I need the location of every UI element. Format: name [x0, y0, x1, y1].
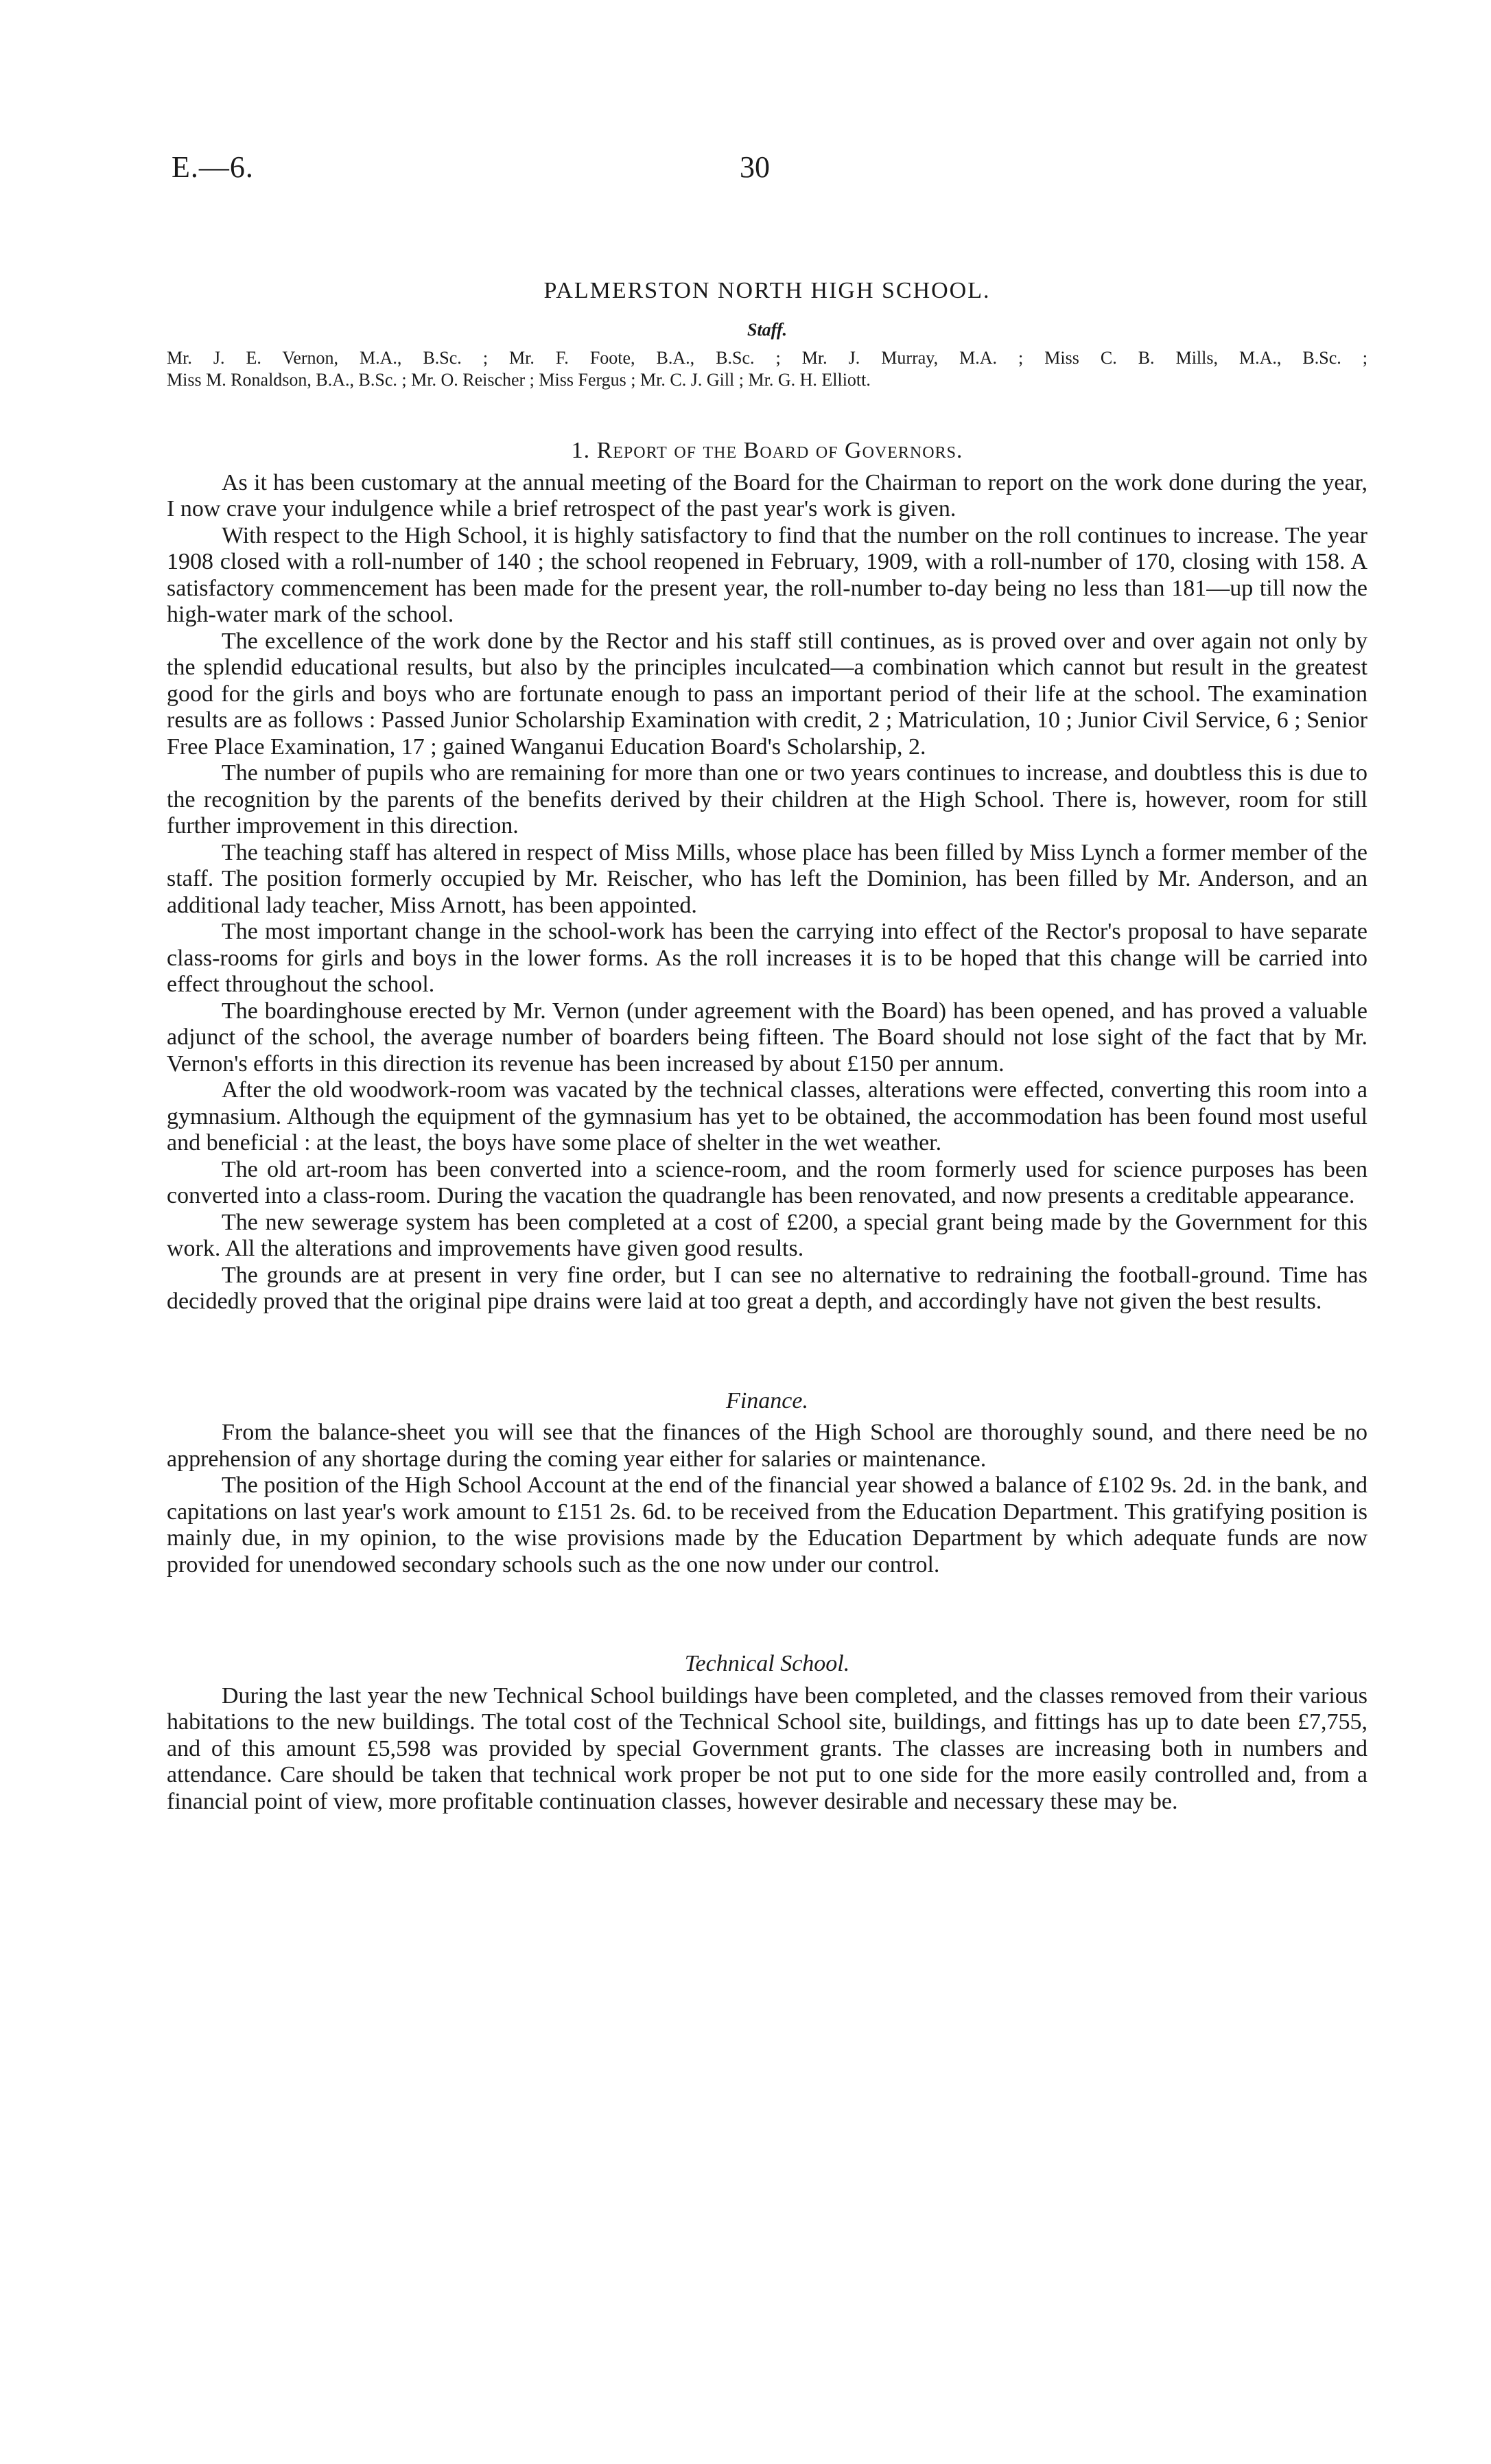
page-number: 30	[740, 150, 770, 184]
document-reference: E.—6.	[172, 150, 254, 184]
technical-school-heading: Technical School.	[684, 1651, 850, 1676]
page-title: PALMERSTON NORTH HIGH SCHOOL.	[543, 278, 991, 303]
staff-heading: Staff.	[747, 319, 788, 340]
report-paragraph: The grounds are at present in very fine order, but I can see no alternative to redraining the football-ground. Time has decidedly proved that the original pipe drains were laid at too great a depth, and accordingly have not given the best results.	[167, 1262, 1367, 1314]
report-paragraph: The number of pupils who are remaining for more than one or two years continues to increase, and doubtless this is due to the recognition by the parents of the benefits derived by their children at the High School. There is, however, room for still further improvement in this direction.	[167, 760, 1367, 838]
finance-paragraph: The position of the High School Account at the end of the financial year showed a balance of £102 9s. 2d. in the bank, and capitations on last year's work amount to £151 2s. 6d. to be received from the Education Department. This gratifying position is mainly due, in my opinion, to the wise provisions made by the Education Department by which adequate funds are now provided for unendowed secondary schools such as the one now under our control.	[167, 1472, 1367, 1577]
document-body	[167, 278, 1367, 1815]
report-paragraph: With respect to the High School, it is highly satisfactory to find that the number on the roll continues to increase. The year 1908 closed with a roll-number of 140 ; the school reopened in February, 1909, with a roll-number of 170, closing with 158. A satisfactory commencement has been made for the present year, the roll-number to-day being no less than 181—up till now the high-water mark of the school.	[167, 522, 1367, 627]
report-paragraph: The most important change in the school-work has been the carrying into effect of the Rector's proposal to have separate class-rooms for girls and boys in the lower forms. As the roll increases it is to be hoped that this change will be carried into effect throughout the school.	[167, 919, 1367, 997]
finance-paragraph: From the balance-sheet you will see that the finances of the High School are thoroughly sound, and there need be no apprehension of any shortage during the coming year either for salaries or maintenance.	[167, 1420, 1367, 1472]
staff-list-line: Miss M. Ronaldson, B.A., B.Sc. ; Mr. O. Reischer ; Miss Fergus ; Mr. C. J. Gill ; Mr. G. H. Elliott.	[167, 370, 871, 390]
report-paragraph: The new sewerage system has been completed at a cost of £200, a special grant being made by the Government for this work. All the alterations and improvements have given good results.	[167, 1209, 1367, 1261]
staff-list-line: Mr. J. E. Vernon, M.A., B.Sc. ; Mr. F. Foote, B.A., B.Sc. ; Mr. J. Murray, M.A. ; Miss C. B. Mills, M.A., B.Sc. ;	[167, 348, 1367, 368]
technical-school-paragraph: During the last year the new Technical School buildings have been completed, and the classes removed from their various habitations to the new buildings. The total cost of the Technical School site, buildings, and fittings has up to date been £7,755, and of this amount £5,598 was provided by special Government grants. The classes are increasing both in numbers and attendance. Care should be taken that technical work proper be not put to one side for the more easily controlled and, from a financial point of view, more profitable continuation classes, however desirable and necessary these may be.	[167, 1682, 1367, 1814]
report-paragraph: The teaching staff has altered in respect of Miss Mills, whose place has been filled by Miss Lynch a former member of the staff. The position formerly occupied by Mr. Reischer, who has left the Dominion, has been filled by Mr. Anderson, and an additional lady teacher, Miss Arnott, has been appointed.	[167, 839, 1367, 918]
report-heading: 1. Report of the Board of Governors.	[571, 438, 963, 463]
finance-heading: Finance.	[726, 1387, 808, 1413]
report-paragraph: As it has been customary at the annual meeting of the Board for the Chairman to report on the work done during the year, I now crave your indulgence while a brief retrospect of the past year's work is given.	[167, 469, 1367, 521]
report-paragraph: After the old woodwork-room was vacated by the technical classes, alterations were effected, converting this room into a gymnasium. Although the equipment of the gymnasium has yet to be obtained, the accommodation has been found most useful and beneficial : at the least, the boys have some place of shelter in the wet weather.	[167, 1077, 1367, 1155]
report-paragraph: The boardinghouse erected by Mr. Vernon (under agreement with the Board) has been opened, and has proved a valuable adjunct of the school, the average number of boarders being fifteen. The Board should not lose sight of the fact that by Mr. Vernon's efforts in this direction its revenue has been increased by about £150 per annum.	[167, 998, 1367, 1077]
report-paragraph: The old art-room has been converted into a science-room, and the room formerly used for science purposes has been converted into a class-room. During the vacation the quadrangle has been renovated, and now presents a creditable appearance.	[167, 1156, 1367, 1208]
report-paragraph: The excellence of the work done by the Rector and his staff still continues, as is proved over and over again not only by the splendid educational results, but also by the principles inculcated—a combination which cannot but result in the greatest good for the girls and boys who are fortunate enough to pass an important period of their life at the school. The examination results are as follows : Passed Junior Scholarship Examination with credit, 2 ; Matriculation, 10 ; Junior Civil Service, 6 ; Senior Free Place Examination, 17 ; gained Wanganui Education Board's Scholarship, 2.	[167, 628, 1367, 760]
